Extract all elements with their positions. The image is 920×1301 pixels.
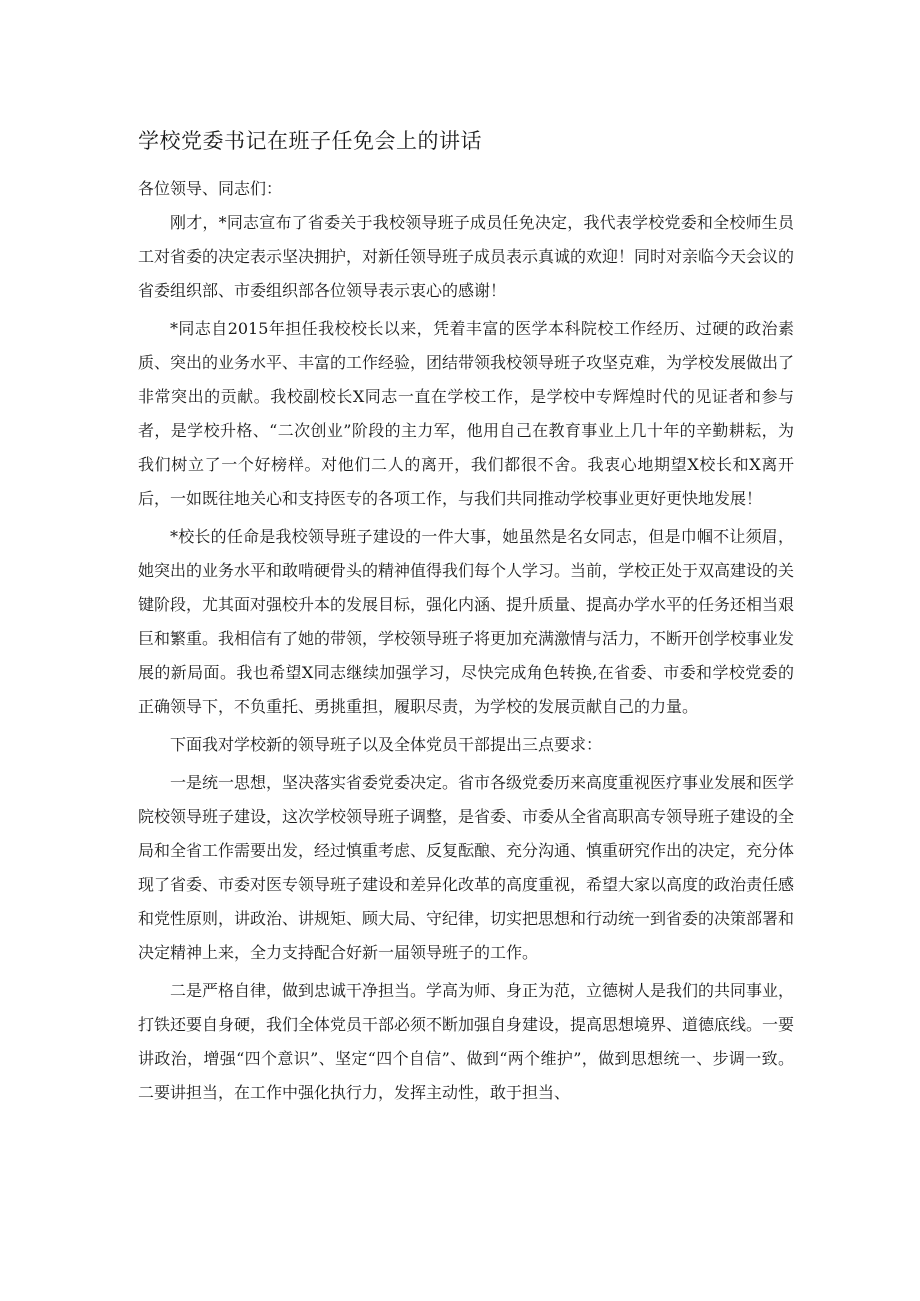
document-body	[138, 124, 794, 1114]
paragraph-3: *校长的任命是我校领导班子建设的一件大事，她虽然是名女同志，但是巾帼不让须眉，她突出的业务水平和敢啃硬骨头的精神值得我们每个人学习。当前，学校正处于双高建设的关键阶段，尤其面对强校升本的发展目标，强化内涵、提升质量、提高办学水平的任务还相当艰巨和繁重。我相信有了她的带领，学校领导班子将更加充满激情与活力，不断开创学校事业发展的新局面。我也希望X同志继续加强学习，尽快完成角色转换,在省委、市委和学校党委的正确领导下，不负重托、勇挑重担，履职尽责，为学校的发展贡献自己的力量。	[138, 527, 795, 716]
paragraph-1: 刚才，*同志宣布了省委关于我校领导班子成员任免决定，我代表学校党委和全校师生员工对省委的决定表示坚决拥护，对新任领导班子成员表示真诚的欢迎！同时对亲临今天会议的省委组织部、市委组织部各位领导表示衷心的感谢！	[138, 213, 795, 300]
salutation: 各位领导、同志们：	[138, 179, 283, 198]
paragraph-4: 下面我对学校新的领导班子以及全体党员干部提出三点要求：	[170, 735, 603, 754]
paragraph-2: *同志自2015年担任我校校长以来，凭着丰富的医学本科院校工作经历、过硬的政治素质、突出的业务水平、丰富的工作经验，团结带领我校领导班子攻坚克难，为学校发展做出了非常突出的贡献。我校副校长X同志一直在学校工作，是学校中专辉煌时代的见证者和参与者，是学校升格、“二次创业”阶段的主力军，他用自己在教育事业上几十年的辛勤耕耘，为我们树立了一个好榜样。对他们二人的离开，我们都很不舍。我衷心地期望X校长和X离开后，一如既往地关心和支持医专的各项工作，与我们共同推动学校事业更好更快地发展！	[138, 319, 795, 508]
paragraph-6: 二是严格自律，做到忠诚干净担当。学高为师、身正为范，立德树人是我们的共同事业，打铁还要自身硬，我们全体党员干部必须不断加强自身建设，提高思想境界、道德底线。一要讲政治，增强“四个意识”、坚定“四个自信”、做到“两个维护”，做到思想统一、步调一致。二要讲担当，在工作中强化执行力，发挥主动性，敢于担当、	[138, 981, 795, 1102]
document-title: 学校党委书记在班子任免会上的讲话	[138, 129, 482, 153]
paragraph-5: 一是统一思想，坚决落实省委党委决定。省市各级党委历来高度重视医疗事业发展和医学院校领导班子建设，这次学校领导班子调整，是省委、市委从全省高职高专领导班子建设的全局和全省工作需要出发，经过慎重考虑、反复酝酿、充分沟通、慎重研究作出的决定，充分体现了省委、市委对医专领导班子建设和差异化改革的高度重视，希望大家以高度的政治责任感和党性原则，讲政治、讲规矩、顾大局、守纪律，切实把思想和行动统一到省委的决策部署和决定精神上来，全力支持配合好新一届领导班子的工作。	[138, 773, 795, 962]
